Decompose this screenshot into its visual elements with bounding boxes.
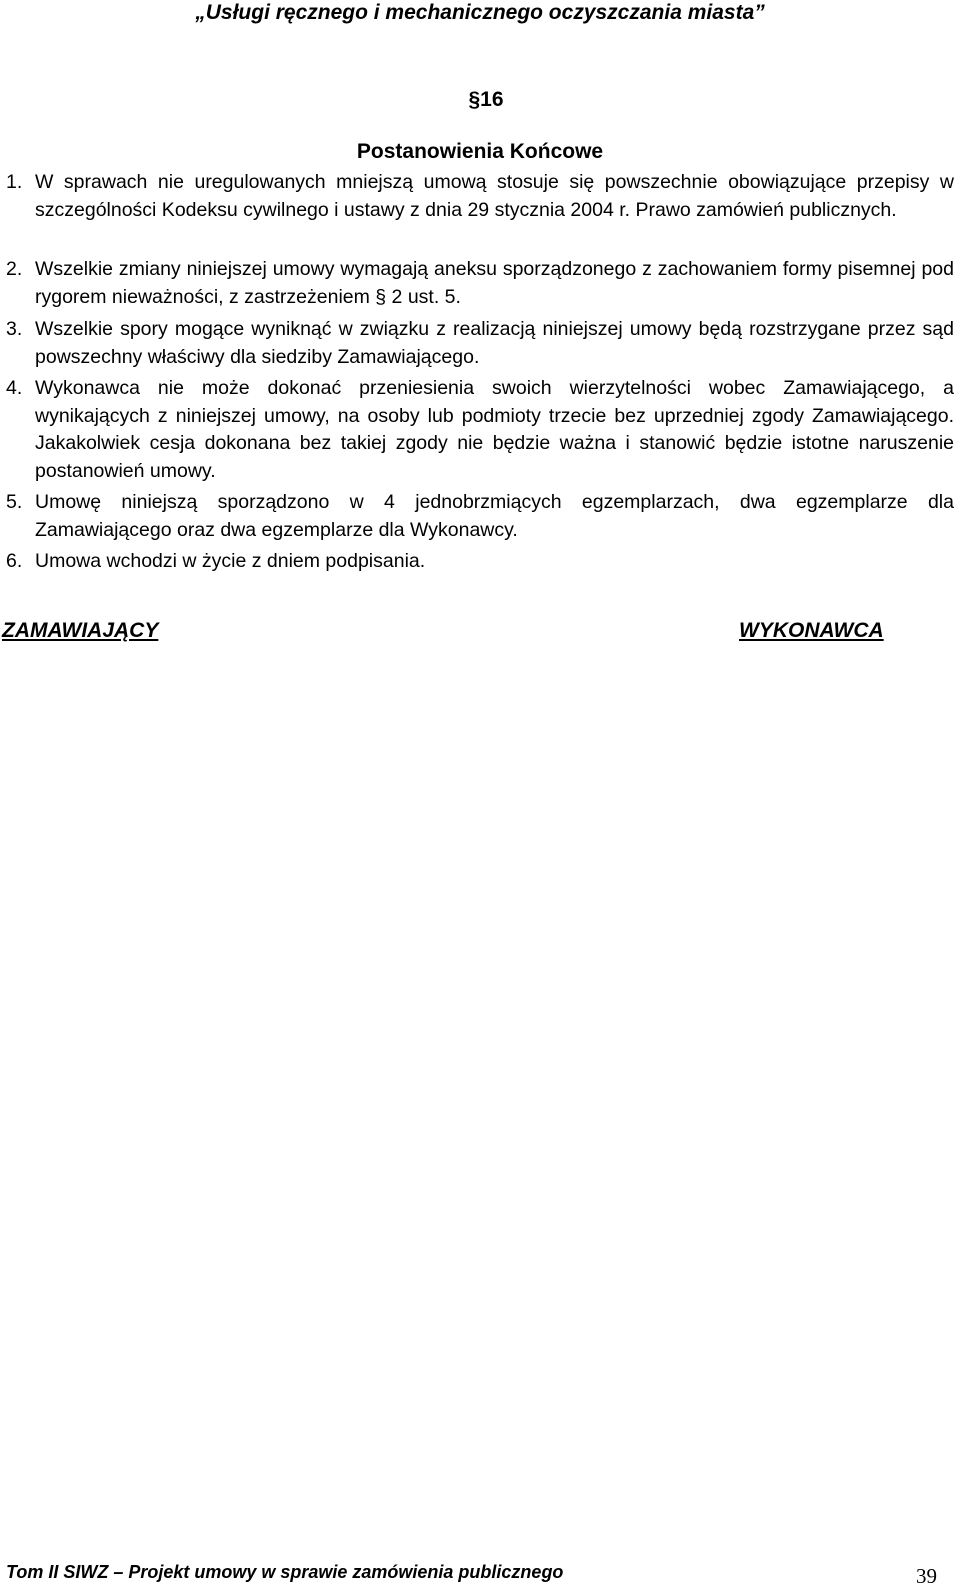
clause-text: Umowę niniejszą sporządzono w 4 jednobrzmiących egzemplarzach, dwa egzemplarze dla Zamawiającego oraz dwa egzemplarze dla Wykonawcy. (35, 491, 954, 541)
clause-3 (6, 316, 954, 371)
section-number: §16 (468, 88, 504, 111)
signature-label-contractor: WYKONAWCA (739, 619, 884, 642)
clause-4 (6, 375, 954, 485)
clause-text: Wykonawca nie może dokonać przeniesienia swoich wierzytelności wobec Zamawiającego, a wynikających z niniejszej umowy, na osoby lub podmioty trzecie bez uprzedniej zgody Zamawiającego. Jakakolwiek cesja dokonana bez takiej zgody nie będzie ważna i stanowić będzie istotne naruszenie postanowień umowy. (35, 377, 954, 482)
clause-number: 1. (6, 171, 23, 193)
clause-number: 3. (6, 318, 23, 340)
clause-2 (6, 256, 954, 311)
clause-number: 5. (6, 491, 23, 513)
clause-1 (6, 169, 954, 224)
clause-text: Wszelkie spory mogące wyniknąć w związku z realizacją niniejszej umowy będą rozstrzygane przez sąd powszechny właściwy dla siedziby Zamawiającego. (35, 318, 954, 368)
clause-number: 6. (6, 550, 23, 572)
section-title: Postanowienia Końcowe (356, 140, 604, 163)
clause-text: W sprawach nie uregulowanych mniejszą umową stosuje się powszechnie obowiązujące przepisy w szczególności Kodeksu cywilnego i ustawy z dnia 29 stycznia 2004 r. Prawo zamówień publicznych. (35, 171, 954, 221)
clause-number: 2. (6, 258, 23, 280)
clause-text: Wszelkie zmiany niniejszej umowy wymagają aneksu sporządzonego z zachowaniem formy pisemnej pod rygorem nieważności, z zastrzeżeniem § 2 ust. 5. (35, 258, 954, 308)
clause-5 (6, 489, 954, 544)
signature-label-ordering-party: ZAMAWIAJĄCY (2, 619, 159, 642)
clause-6 (6, 548, 954, 576)
document-header-title: „Usługi ręcznego i mechanicznego oczyszczania miasta” (195, 1, 765, 24)
footer-document-title: Tom II SIWZ – Projekt umowy w sprawie zamówienia publicznego (6, 1562, 564, 1582)
clause-number: 4. (6, 377, 23, 399)
page-number: 39 (916, 1564, 937, 1588)
clause-text: Umowa wchodzi w życie z dniem podpisania. (35, 550, 426, 572)
